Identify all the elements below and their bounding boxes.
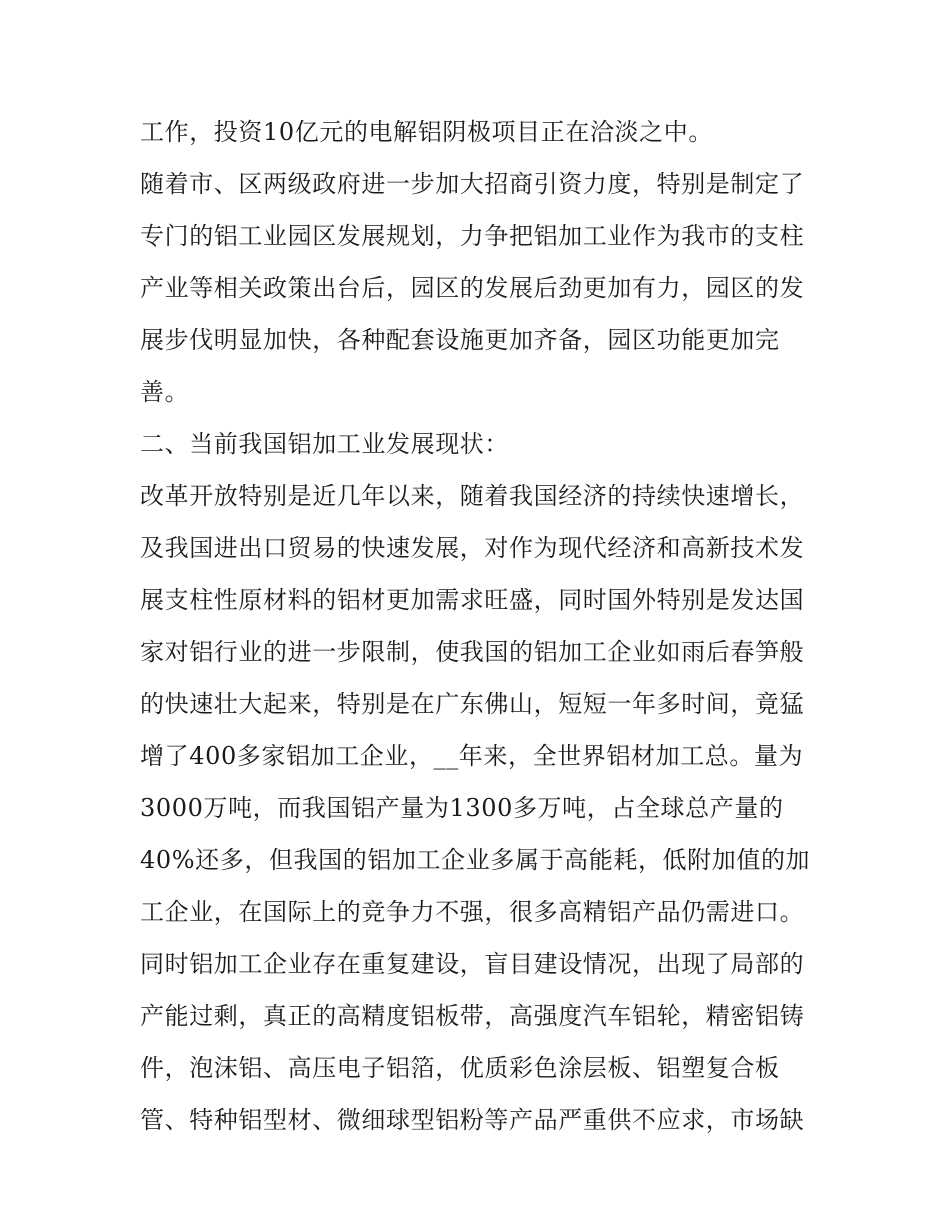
text-line: 管、特种铝型材、微细球型铝粉等产品严重供不应求，市场缺 — [140, 1106, 805, 1134]
text-line: 的快速壮大起来，特别是在广东佛山，短短一年多时间，竟猛 — [140, 690, 805, 718]
section-heading: 二、当前我国铝加工业发展现状： — [140, 430, 509, 458]
text-line: 工作，投资10亿元的电解铝阴极项目正在洽淡之中。 — [140, 118, 713, 146]
text-line: 产能过剩，真正的高精度铝板带，高强度汽车铝轮，精密铝铸 — [140, 1002, 805, 1030]
text-line: 增了400多家铝加工企业，__年来，全世界铝材加工总。量为 — [140, 742, 804, 770]
text-line: 同时铝加工企业存在重复建设，盲目建设情况，出现了局部的 — [140, 950, 805, 978]
text-line: 件，泡沫铝、高压电子铝箔，优质彩色涂层板、铝塑复合板 — [140, 1054, 780, 1082]
text-line: 随着市、区两级政府进一步加大招商引资力度，特别是制定了 — [140, 170, 805, 198]
text-line: 善。 — [140, 378, 190, 406]
text-line: 家对铝行业的进一步限制，使我国的铝加工企业如雨后春笋般 — [140, 638, 805, 666]
text-line: 3000万吨，而我国铝产量为1300多万吨，占全球总产量的 — [140, 794, 784, 822]
text-line: 产业等相关政策出台后，园区的发展后劲更加有力，园区的发 — [140, 274, 805, 302]
text-line: 及我国进出口贸易的快速发展，对作为现代经济和高新技术发 — [140, 534, 805, 562]
text-line: 40%还多，但我国的铝加工企业多属于高能耗，低附加值的加 — [140, 846, 811, 874]
body-text — [140, 106, 820, 1146]
text-line: 改革开放特别是近几年以来，随着我国经济的持续快速增长， — [140, 482, 805, 510]
text-line: 展步伐明显加快，各种配套设施更加齐备，园区功能更加完 — [140, 326, 780, 354]
text-line: 展支柱性原材料的铝材更加需求旺盛，同时国外特别是发达国 — [140, 586, 805, 614]
text-line: 专门的铝工业园区发展规划，力争把铝加工业作为我市的支柱 — [140, 222, 805, 250]
text-line: 工企业，在国际上的竞争力不强，很多高精铝产品仍需进口。 — [140, 898, 805, 926]
